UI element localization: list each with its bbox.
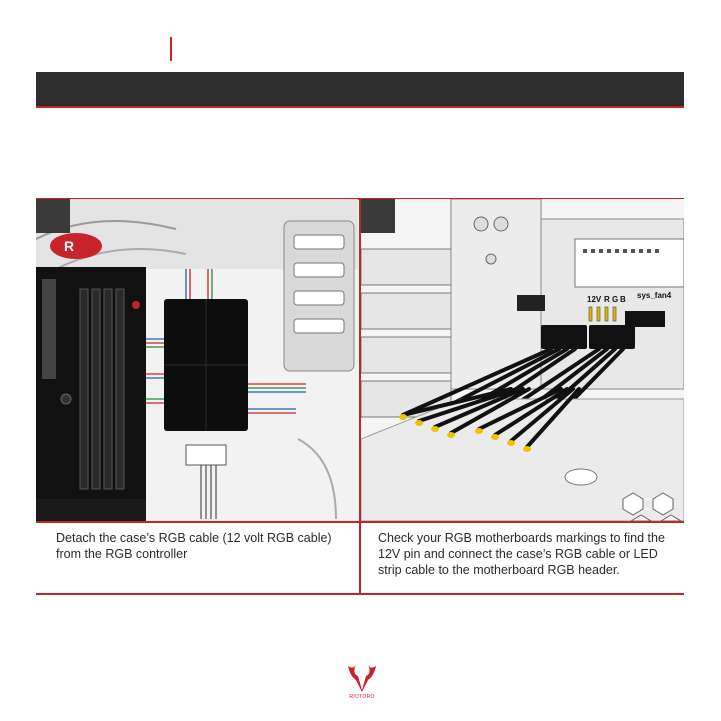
bottom-divider-line [36,593,684,595]
section-title-bar [36,72,684,108]
step-1-illustration [36,199,358,521]
header-pin-label-g: G [612,295,619,304]
step-1-caption: Detach the case’s RGB cable (12 volt RGB cable) from the RGB controller [56,531,332,561]
step-2-illustration [361,199,684,521]
header-accent-mark [170,37,172,61]
step-2-caption: Check your RGB motherboards markings to find the 12V pin and connect the case’s RGB cable or LED strip cable to the motherboard RGB header. [378,531,665,577]
step-2-number-box [361,199,395,233]
header-pin-label-r: R [604,295,610,304]
fan-header-label: sys_fan4 [637,291,672,300]
brand-logo-text: RIOTORO [349,694,375,700]
header-pin-label-b: B [620,295,626,304]
step-1-number-box [36,199,70,233]
header-pin-label-12v: 12V [587,295,602,304]
middle-divider-line [36,521,684,523]
svg-text:R: R [64,238,75,254]
